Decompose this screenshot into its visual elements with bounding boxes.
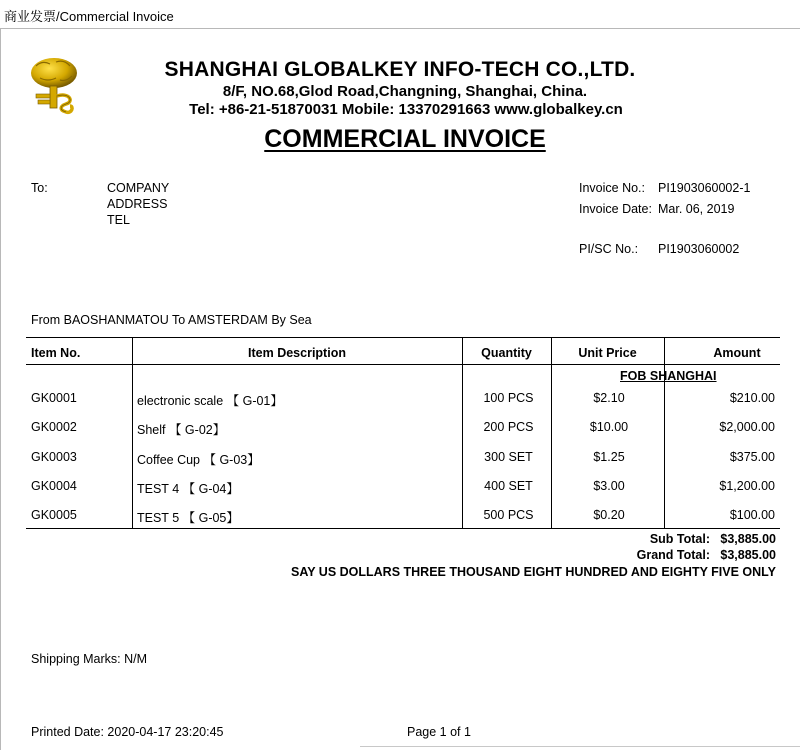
cell-unit-price: $3.00: [593, 479, 625, 493]
cell-unit-price: $1.25: [593, 450, 625, 464]
invoice-date-label: Invoice Date:: [579, 202, 652, 216]
header-item-no: Item No.: [31, 346, 81, 360]
grand-total-label: Grand Total:: [636, 548, 710, 562]
amount-in-words: SAY US DOLLARS THREE THOUSAND EIGHT HUNDRED AND EIGHTY FIVE ONLY: [290, 565, 776, 579]
trade-terms: FOB SHANGHAI: [620, 369, 717, 383]
cell-amount: $2,000.00: [719, 420, 775, 434]
table-top-border: [26, 337, 780, 338]
header-unit-price: Unit Price: [578, 346, 637, 360]
cell-amount: $210.00: [729, 391, 775, 405]
cell-description: electronic scale 【 G-01】: [137, 394, 283, 408]
cell-item-no: GK0004: [31, 479, 77, 493]
grand-total-value: $3,885.00: [720, 548, 776, 562]
page-number: Page 1 of 1: [407, 725, 471, 739]
company-address: 8/F, NO.68,Glod Road,Changning, Shanghai, China.: [222, 83, 588, 100]
table-header-border: [26, 364, 780, 365]
shipping-marks: Shipping Marks: N/M: [31, 652, 148, 666]
document-title: COMMERCIAL INVOICE: [264, 125, 546, 153]
cell-quantity: 500 PCS: [483, 508, 534, 522]
cell-quantity: 300 SET: [484, 450, 533, 464]
pisc-no-value: PI1903060002: [658, 242, 740, 256]
subtotal-value: $3,885.00: [720, 532, 776, 546]
invoice-date-value: Mar. 06, 2019: [658, 202, 735, 216]
to-line-company: COMPANY: [107, 181, 170, 195]
cell-description: TEST 5 【 G-05】: [137, 511, 239, 525]
cell-description: Coffee Cup 【 G-03】: [137, 453, 260, 467]
invoice-no-value: PI1903060002-1: [658, 181, 751, 195]
cell-quantity: 400 SET: [484, 479, 533, 493]
to-label: To:: [31, 181, 48, 195]
cell-description: TEST 4 【 G-04】: [137, 482, 239, 496]
cell-item-no: GK0005: [31, 508, 77, 522]
cell-amount: $100.00: [729, 508, 775, 522]
to-line-tel: TEL: [107, 213, 130, 227]
header-item-description: Item Description: [248, 346, 346, 360]
cell-unit-price: $0.20: [593, 508, 625, 522]
cell-item-no: GK0003: [31, 450, 77, 464]
cell-amount: $1,200.00: [719, 479, 775, 493]
invoice-no-label: Invoice No.:: [579, 181, 646, 195]
printed-date: Printed Date: 2020-04-17 23:20:45: [31, 725, 224, 739]
footer-divider: [360, 746, 800, 747]
company-contact: Tel: +86-21-51870031 Mobile: 13370291663 www.globalkey.cn: [189, 101, 623, 118]
divider: [0, 28, 800, 29]
cell-quantity: 200 PCS: [483, 420, 534, 434]
header-amount: Amount: [713, 346, 761, 360]
table-bottom-border: [26, 528, 780, 529]
company-name: SHANGHAI GLOBALKEY INFO-TECH CO.,LTD.: [164, 58, 636, 81]
cell-unit-price: $2.10: [593, 391, 625, 405]
shipping-route: From BAOSHANMATOU To AMSTERDAM By Sea: [31, 313, 312, 327]
pisc-no-label: PI/SC No.:: [579, 242, 639, 256]
cell-unit-price: $10.00: [589, 420, 629, 434]
subtotal-label: Sub Total:: [649, 532, 710, 546]
window-title: 商业发票/Commercial Invoice: [4, 9, 174, 24]
cell-quantity: 100 PCS: [483, 391, 534, 405]
column-divider: [132, 337, 133, 528]
cell-amount: $375.00: [729, 450, 775, 464]
cell-item-no: GK0001: [31, 391, 77, 405]
to-line-address: ADDRESS: [107, 197, 168, 211]
cell-item-no: GK0002: [31, 420, 77, 434]
cell-description: Shelf 【 G-02】: [137, 423, 226, 437]
header-quantity: Quantity: [481, 346, 532, 360]
